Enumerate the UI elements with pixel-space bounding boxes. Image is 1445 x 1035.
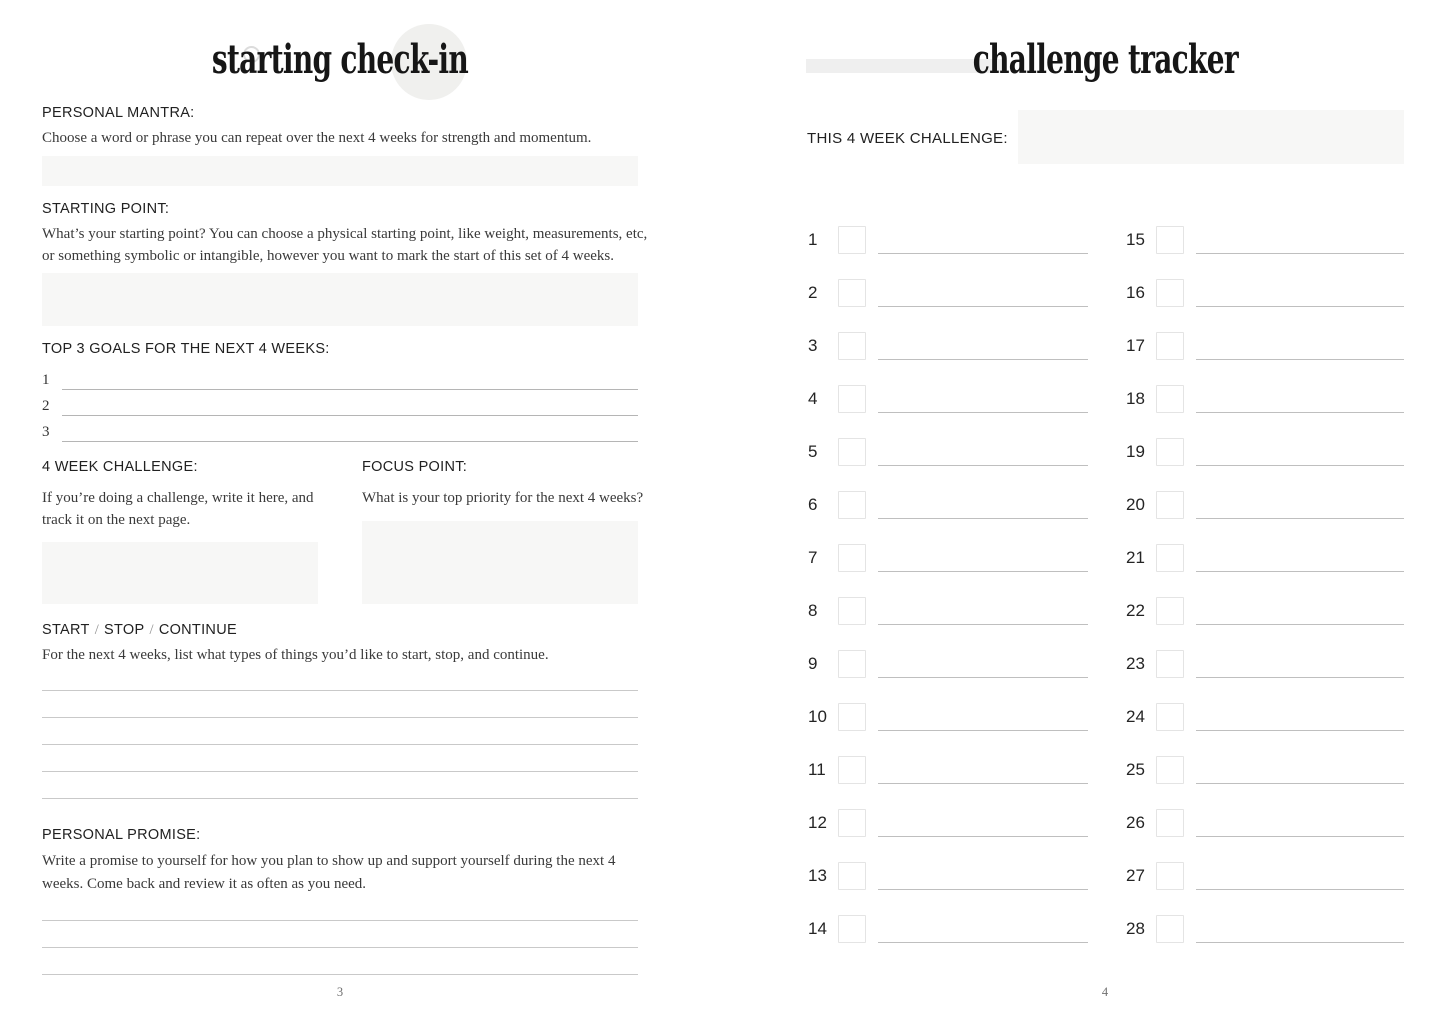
tracker-row	[808, 703, 1088, 731]
day-write-line[interactable]	[1196, 624, 1404, 625]
tracker-row	[1126, 332, 1404, 360]
starting-point-desc-line2: or something symbolic or intangible, however you want to mark the start of this set of 4 weeks.	[42, 248, 614, 264]
starting-point-label: STARTING POINT:	[42, 201, 170, 217]
goal-write-line[interactable]	[62, 389, 638, 390]
day-checkbox[interactable]	[1156, 650, 1184, 678]
day-number: 2	[808, 283, 818, 302]
day-number: 9	[808, 654, 818, 673]
day-checkbox[interactable]	[1156, 915, 1184, 943]
tracker-row	[1126, 650, 1404, 678]
promise-write-line[interactable]	[42, 921, 638, 948]
day-write-line[interactable]	[878, 359, 1088, 360]
day-number: 23	[1126, 654, 1145, 673]
tracker-row	[1126, 915, 1404, 943]
focus-point-label: FOCUS POINT:	[362, 459, 468, 475]
tracker-row	[1126, 862, 1404, 890]
day-checkbox[interactable]	[1156, 226, 1184, 254]
tracker-row	[1126, 279, 1404, 307]
ssc-slash-1: /	[94, 622, 100, 638]
challenge-desc-line1: If you’re doing a challenge, write it here, and	[42, 490, 314, 506]
day-checkbox[interactable]	[838, 385, 866, 413]
starting-point-description	[42, 223, 647, 267]
tracker-row	[808, 756, 1088, 784]
promise-write-lines	[42, 894, 638, 975]
tracker-row	[1126, 703, 1404, 731]
focus-point-input-box[interactable]	[362, 521, 638, 604]
tracker-row	[1126, 491, 1404, 519]
day-number: 25	[1126, 760, 1145, 779]
day-write-line[interactable]	[878, 889, 1088, 890]
page-number-left: 3	[336, 985, 344, 999]
day-checkbox[interactable]	[838, 438, 866, 466]
day-number: 17	[1126, 336, 1145, 355]
day-write-line[interactable]	[878, 730, 1088, 731]
day-write-line[interactable]	[1196, 518, 1404, 519]
tracker-column-days-15-28	[1126, 226, 1404, 943]
day-write-line[interactable]	[878, 942, 1088, 943]
tracker-row	[1126, 544, 1404, 572]
ssc-word-stop: STOP	[104, 622, 145, 638]
ssc-description: For the next 4 weeks, list what types of things you’d like to start, stop, and continue.	[42, 647, 549, 663]
ssc-write-lines	[42, 664, 638, 799]
day-number: 10	[808, 707, 827, 726]
ssc-word-start: START	[42, 622, 90, 638]
tracker-row	[808, 385, 1088, 413]
ssc-write-line[interactable]	[42, 718, 638, 745]
day-write-line[interactable]	[878, 783, 1088, 784]
day-checkbox[interactable]	[838, 862, 866, 890]
goal-number: 2	[42, 398, 50, 414]
tracker-row	[808, 332, 1088, 360]
day-number: 21	[1126, 548, 1145, 567]
goal-row	[42, 390, 638, 416]
page-starting-check-in	[42, 0, 648, 1035]
day-write-line[interactable]	[878, 306, 1088, 307]
day-checkbox[interactable]	[1156, 597, 1184, 625]
day-checkbox[interactable]	[838, 544, 866, 572]
day-checkbox[interactable]	[1156, 279, 1184, 307]
day-write-line[interactable]	[1196, 942, 1404, 943]
day-checkbox[interactable]	[1156, 862, 1184, 890]
goal-write-line[interactable]	[62, 415, 638, 416]
day-checkbox[interactable]	[1156, 491, 1184, 519]
day-checkbox[interactable]	[1156, 703, 1184, 731]
challenge-label: 4 WEEK CHALLENGE:	[42, 459, 198, 475]
day-write-line[interactable]	[878, 412, 1088, 413]
challenge-input-box[interactable]	[42, 542, 318, 604]
tracker-row	[1126, 809, 1404, 837]
goals-list	[42, 364, 638, 442]
promise-label: PERSONAL PROMISE:	[42, 827, 201, 843]
day-number: 20	[1126, 495, 1145, 514]
tracker-row	[1126, 385, 1404, 413]
ssc-write-line[interactable]	[42, 745, 638, 772]
tracker-row	[808, 862, 1088, 890]
day-write-line[interactable]	[1196, 253, 1404, 254]
day-write-line[interactable]	[878, 465, 1088, 466]
tracker-row	[808, 491, 1088, 519]
page-title: starting check-in	[211, 36, 469, 83]
day-checkbox[interactable]	[838, 650, 866, 678]
start-stop-continue-label	[42, 622, 237, 639]
day-write-line[interactable]	[1196, 730, 1404, 731]
day-write-line[interactable]	[878, 624, 1088, 625]
this-challenge-label: THIS 4 WEEK CHALLENGE:	[807, 130, 1008, 147]
this-challenge-input-box[interactable]	[1018, 110, 1404, 164]
goal-number: 1	[42, 372, 50, 388]
ssc-write-line[interactable]	[42, 691, 638, 718]
day-write-line[interactable]	[878, 518, 1088, 519]
day-number: 1	[808, 230, 818, 249]
focus-point-description: What is your top priority for the next 4 weeks?	[362, 490, 644, 506]
day-number: 3	[808, 336, 818, 355]
tracker-row	[1126, 226, 1404, 254]
day-write-line[interactable]	[878, 253, 1088, 254]
day-checkbox[interactable]	[838, 703, 866, 731]
day-number: 5	[808, 442, 818, 461]
goal-row	[42, 364, 638, 390]
challenge-desc-line2: track it on the next page.	[42, 512, 191, 528]
day-number: 22	[1126, 601, 1145, 620]
day-write-line[interactable]	[878, 677, 1088, 678]
mantra-label: PERSONAL MANTRA:	[42, 105, 195, 121]
ssc-write-line[interactable]	[42, 772, 638, 799]
day-number: 11	[808, 760, 826, 779]
tracker-row	[1126, 438, 1404, 466]
day-number: 4	[808, 389, 818, 408]
ssc-word-continue: CONTINUE	[158, 622, 237, 638]
page-title: challenge tracker	[972, 36, 1238, 83]
ssc-write-line[interactable]	[42, 664, 638, 691]
day-checkbox[interactable]	[1156, 332, 1184, 360]
promise-write-line[interactable]	[42, 948, 638, 975]
tracker-column-days-1-14	[808, 226, 1088, 943]
tracker-row	[808, 597, 1088, 625]
tracker-row	[808, 915, 1088, 943]
day-checkbox[interactable]	[838, 279, 866, 307]
day-write-line[interactable]	[1196, 836, 1404, 837]
day-write-line[interactable]	[1196, 889, 1404, 890]
day-checkbox[interactable]	[838, 915, 866, 943]
day-number: 7	[808, 548, 818, 567]
day-write-line[interactable]	[1196, 359, 1404, 360]
tracker-row	[808, 544, 1088, 572]
day-number: 14	[808, 919, 827, 938]
page-challenge-tracker	[806, 0, 1404, 1035]
tracker-row	[1126, 597, 1404, 625]
day-write-line[interactable]	[1196, 677, 1404, 678]
day-checkbox[interactable]	[1156, 756, 1184, 784]
day-number: 13	[808, 866, 827, 885]
tracker-row	[808, 226, 1088, 254]
day-number: 27	[1126, 866, 1145, 885]
day-write-line[interactable]	[878, 836, 1088, 837]
tracker-row	[808, 279, 1088, 307]
day-number: 24	[1126, 707, 1145, 726]
goal-row	[42, 416, 638, 442]
day-write-line[interactable]	[1196, 783, 1404, 784]
day-checkbox[interactable]	[1156, 385, 1184, 413]
tracker-row	[808, 438, 1088, 466]
starting-point-input-box[interactable]	[42, 273, 638, 326]
day-write-line[interactable]	[1196, 571, 1404, 572]
day-checkbox[interactable]	[838, 756, 866, 784]
promise-desc-line2: weeks. Come back and review it as often as you need.	[42, 876, 367, 892]
day-number: 6	[808, 495, 818, 514]
day-number: 19	[1126, 442, 1145, 461]
day-checkbox[interactable]	[838, 226, 866, 254]
day-checkbox[interactable]	[1156, 438, 1184, 466]
tracker-row	[808, 809, 1088, 837]
mantra-description: Choose a word or phrase you can repeat over the next 4 weeks for strength and momentum.	[42, 130, 592, 146]
day-checkbox[interactable]	[838, 332, 866, 360]
day-write-line[interactable]	[1196, 306, 1404, 307]
promise-description	[42, 850, 615, 896]
ssc-slash-2: /	[149, 622, 154, 638]
challenge-description	[42, 487, 314, 531]
day-number: 8	[808, 601, 818, 620]
day-number: 28	[1126, 919, 1145, 938]
day-number: 12	[808, 813, 827, 832]
goal-number: 3	[42, 424, 50, 440]
day-checkbox[interactable]	[838, 597, 866, 625]
day-checkbox[interactable]	[838, 491, 866, 519]
day-number: 15	[1126, 230, 1145, 249]
day-write-line[interactable]	[1196, 465, 1404, 466]
tracker-row	[1126, 756, 1404, 784]
day-write-line[interactable]	[1196, 412, 1404, 413]
day-number: 26	[1126, 813, 1145, 832]
goals-label: TOP 3 GOALS FOR THE NEXT 4 WEEKS:	[42, 341, 330, 357]
promise-write-line[interactable]	[42, 894, 638, 921]
day-checkbox[interactable]	[838, 809, 866, 837]
promise-desc-line1: Write a promise to yourself for how you plan to show up and support yourself during the next 4	[42, 853, 616, 869]
day-write-line[interactable]	[878, 571, 1088, 572]
starting-point-desc-line1: What’s your starting point? You can choose a physical starting point, like weight, measurements, etc,	[42, 226, 648, 242]
goal-write-line[interactable]	[62, 441, 638, 442]
tracker-row	[808, 650, 1088, 678]
day-checkbox[interactable]	[1156, 544, 1184, 572]
day-number: 16	[1126, 283, 1145, 302]
page-number-right: 4	[1101, 985, 1109, 999]
day-number: 18	[1126, 389, 1145, 408]
day-checkbox[interactable]	[1156, 809, 1184, 837]
mantra-input-box[interactable]	[42, 156, 638, 186]
